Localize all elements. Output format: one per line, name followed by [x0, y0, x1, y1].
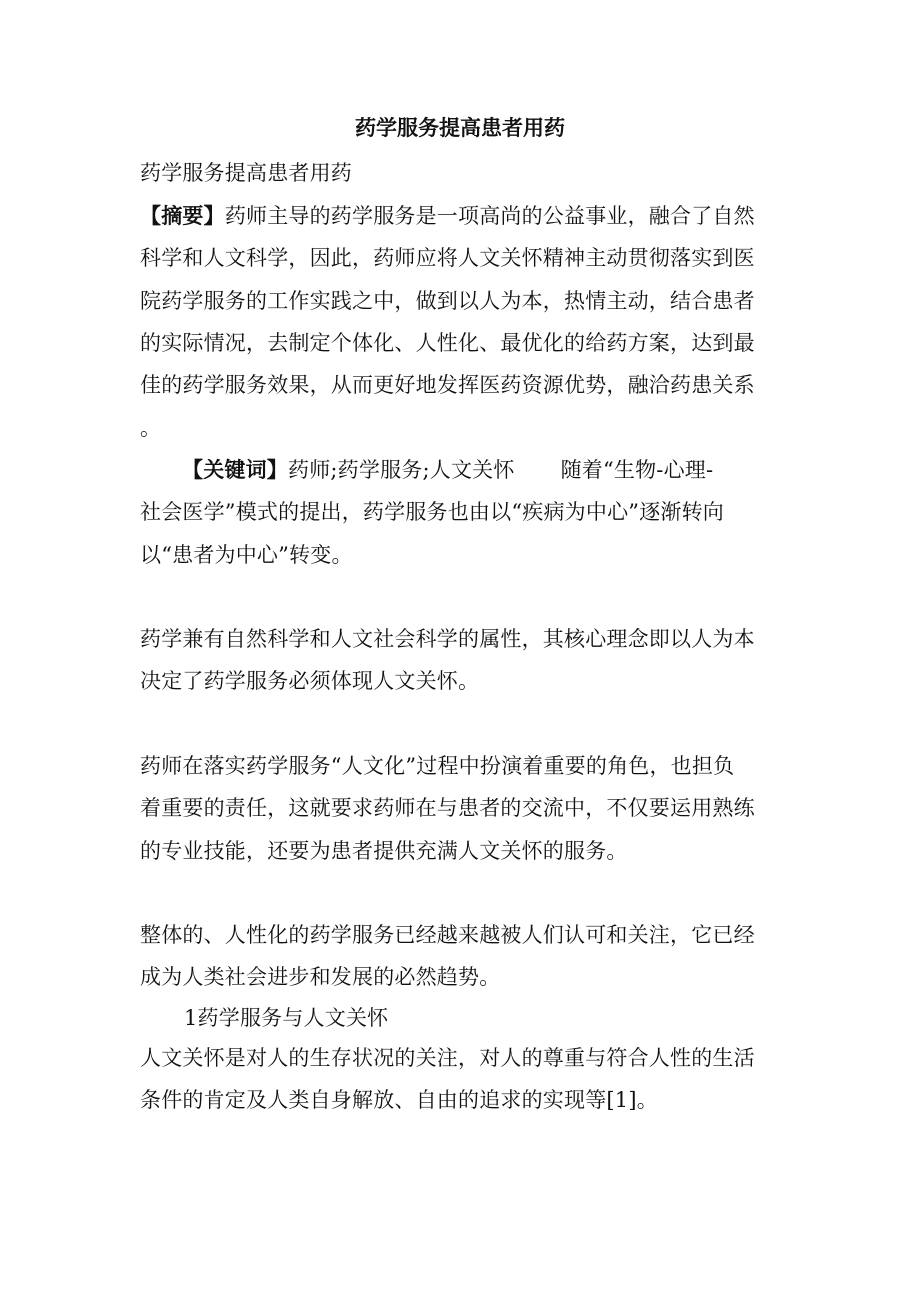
para4-line-1: 整体的、人性化的药学服务已经越来越被人们认可和关注，它已经	[140, 923, 755, 947]
abstract-text-1: 药师主导的药学服务是一项高尚的公益事业，融合了自然	[224, 204, 755, 228]
abstract-line-3: 院药学服务的工作实践之中，做到以人为本，热情主动，结合患者	[140, 289, 755, 313]
intro-line-1: 社会医学”模式的提出，药学服务也由以“疾病为中心”逐渐转向	[140, 500, 725, 524]
abstract-line-5: 佳的药学服务效果，从而更好地发挥医药资源优势，融洽药患关系	[140, 373, 755, 397]
para2-line-2: 决定了药学服务必须体现人文关怀。	[140, 669, 480, 693]
para3-line-3: 的专业技能，还要为患者提供充满人文关怀的服务。	[140, 839, 628, 863]
abstract-line-2: 科学和人文科学，因此，药师应将人文关怀精神主动贯彻落实到医	[140, 246, 755, 270]
keywords-line	[182, 455, 832, 485]
abstract-line-1	[140, 201, 790, 231]
para4-line-2: 成为人类社会进步和发展的必然趋势。	[140, 965, 501, 989]
abstract-line-4: 的实际情况，去制定个体化、人性化、最优化的给药方案，达到最	[140, 331, 755, 355]
para3-line-2: 着重要的责任，这就要求药师在与患者的交流中，不仅要运用熟练	[140, 796, 755, 820]
keywords-label: 【关键词】	[182, 457, 288, 482]
keywords-text: 药师;药学服务;人文关怀	[288, 458, 515, 482]
intro-line-2: 以“患者为中心”转变。	[140, 543, 353, 567]
intro-start: 随着“生物-心理-	[560, 458, 714, 482]
document-title: 药学服务提高患者用药	[355, 115, 565, 140]
para2-line-1: 药学兼有自然科学和人文社会科学的属性，其核心理念即以人为本	[140, 627, 755, 651]
section1-line-1: 人文关怀是对人的生存状况的关注，对人的尊重与符合人性的生活	[140, 1046, 755, 1070]
abstract-line-6: 。	[140, 416, 162, 440]
section1-line-2: 条件的肯定及人类自身解放、自由的追求的实现等[1]。	[140, 1088, 658, 1112]
document-subtitle: 药学服务提高患者用药	[140, 161, 352, 185]
abstract-label: 【摘要】	[140, 203, 225, 228]
section1-heading: 1药学服务与人文关怀	[184, 1006, 389, 1030]
para3-line-1: 药师在落实药学服务“人文化”过程中扮演着重要的角色，也担负	[140, 754, 735, 778]
